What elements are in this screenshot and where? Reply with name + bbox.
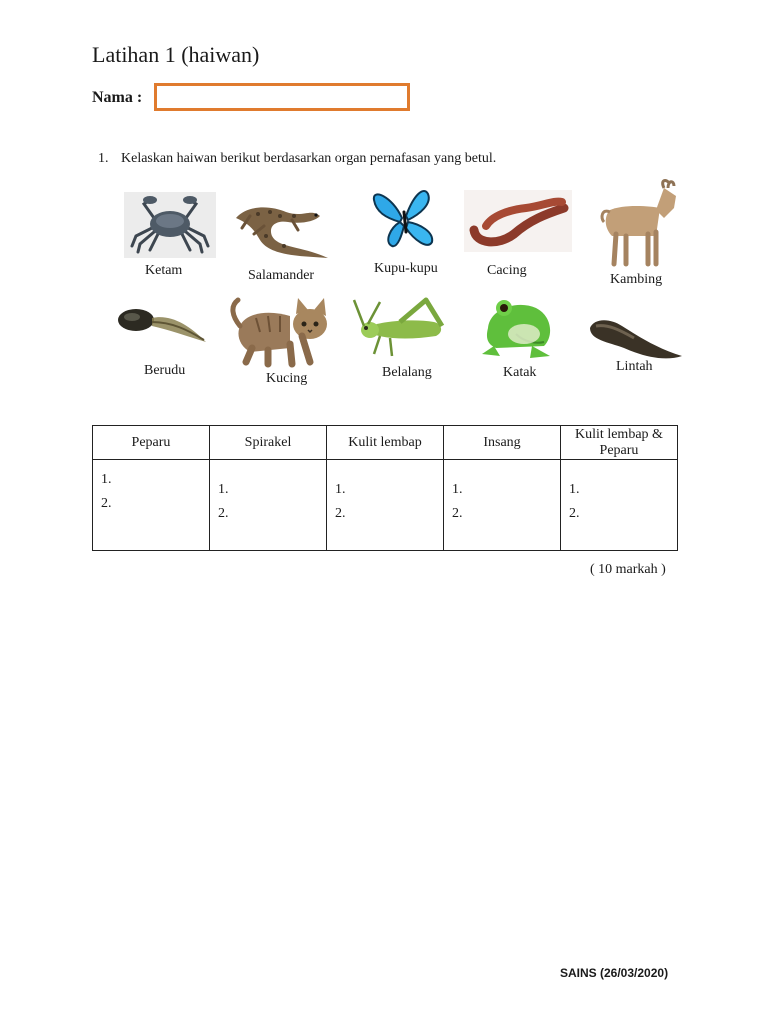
answer-cell-kulit-lembap-peparu[interactable] <box>561 460 678 551</box>
grasshopper-image <box>350 296 458 360</box>
name-label: Nama : <box>92 89 143 106</box>
footer-subject-date: SAINS (26/03/2020) <box>560 966 669 980</box>
answer-cell-kulit-lembap[interactable] <box>327 460 444 551</box>
name-input[interactable] <box>154 83 410 111</box>
label-kupu-kupu: Kupu-kupu <box>374 261 438 276</box>
question-number: 1. <box>98 151 109 166</box>
label-belalang: Belalang <box>382 365 432 380</box>
header-kulit-lembap: Kulit lembap <box>327 426 444 460</box>
answer-line-2: 2. <box>569 506 580 521</box>
label-kucing: Kucing <box>266 371 308 386</box>
label-lintah: Lintah <box>616 359 653 374</box>
answer-line-1: 1. <box>569 482 580 497</box>
total-marks: ( 10 markah ) <box>590 562 666 577</box>
header-spirakel: Spirakel <box>210 426 327 460</box>
header-insang: Insang <box>444 426 561 460</box>
tadpole-image <box>112 300 210 350</box>
answer-line-1: 1. <box>452 482 463 497</box>
worksheet-title: Latihan 1 (haiwan) <box>92 42 260 67</box>
label-kambing: Kambing <box>610 272 663 287</box>
table-header-row <box>93 426 678 460</box>
answer-line-2: 2. <box>218 506 229 521</box>
leech-image <box>586 314 686 364</box>
cat-image <box>230 296 330 368</box>
table-row <box>93 460 678 551</box>
salamander-image <box>228 196 334 262</box>
answer-line-2: 2. <box>452 506 463 521</box>
question-text: Kelaskan haiwan berikut berdasarkan organ pernafasan yang betul. <box>121 151 497 166</box>
classification-table <box>92 425 678 551</box>
earthworm-image <box>464 190 572 252</box>
label-cacing: Cacing <box>487 263 527 278</box>
answer-cell-peparu[interactable] <box>93 460 210 551</box>
header-peparu: Peparu <box>93 426 210 460</box>
answer-line-1: 1. <box>218 482 229 497</box>
label-salamander: Salamander <box>248 268 315 283</box>
goat-image <box>594 178 680 268</box>
label-katak: Katak <box>503 365 537 380</box>
label-ketam: Ketam <box>145 263 183 278</box>
crab-image <box>124 192 216 258</box>
answer-line-1: 1. <box>101 472 112 487</box>
answer-line-1: 1. <box>335 482 346 497</box>
answer-cell-spirakel[interactable] <box>210 460 327 551</box>
frog-image <box>474 290 562 362</box>
answer-cell-insang[interactable] <box>444 460 561 551</box>
label-berudu: Berudu <box>144 363 186 378</box>
answer-line-2: 2. <box>335 506 346 521</box>
header-kulit-lembap-peparu: Kulit lembap & Peparu <box>561 426 678 460</box>
butterfly-image <box>368 186 440 252</box>
answer-line-2: 2. <box>101 496 112 511</box>
